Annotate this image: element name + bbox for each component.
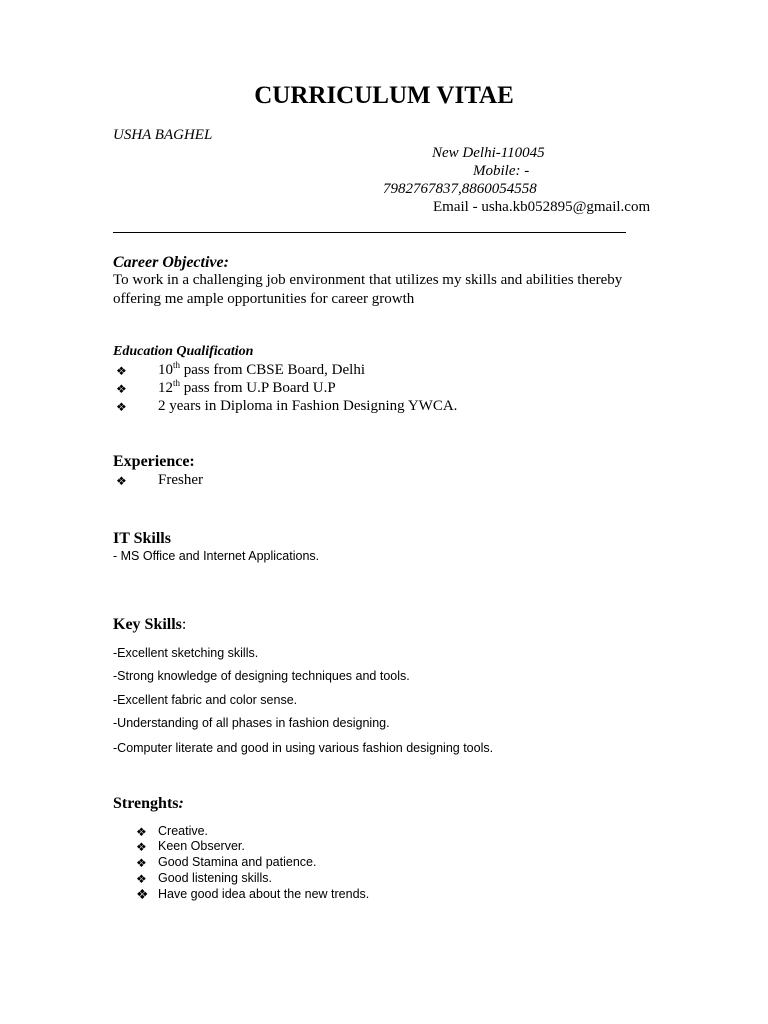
bullet-icon: ❖ [136,888,149,903]
key-skills-item: -Excellent sketching skills. [113,646,259,660]
contact-mobile-numbers: 7982767837,8860054558 [383,181,537,197]
page-title: CURRICULUM VITAE [254,82,514,109]
contact-city: New Delhi-110045 [432,145,545,161]
it-skills-heading: IT Skills [113,530,171,547]
career-objective-line-2: offering me ample opportunities for career growth [113,291,415,307]
it-skills-line: - MS Office and Internet Applications. [113,549,320,563]
education-item: 2 years in Diploma in Fashion Designing YWCA. [158,398,458,414]
bullet-icon: ❖ [136,825,147,839]
experience-item: Fresher [158,472,203,488]
bullet-icon: ❖ [116,474,127,488]
contact-mobile-label: Mobile: - [473,163,530,179]
education-item: 12th pass from U.P Board U.P [158,378,336,396]
bullet-icon: ❖ [136,840,147,854]
strengths-item: Creative. [158,824,209,838]
bullet-icon: ❖ [136,872,147,886]
key-skills-item: -Strong knowledge of designing techniques and tools. [113,669,410,683]
key-skills-item: -Excellent fabric and color sense. [113,693,298,707]
strengths-item: Keen Observer. [158,839,245,853]
applicant-name: USHA BAGHEL [113,127,213,143]
header-divider [113,232,626,233]
education-item: 10th pass from CBSE Board, Delhi [158,360,366,378]
key-skills-heading: Key Skills: [113,616,187,633]
bullet-icon: ❖ [116,364,127,378]
strengths-item: Good listening skills. [158,871,272,885]
bullet-icon: ❖ [116,400,127,414]
education-heading: Education Qualification [113,344,254,359]
career-objective-line-1: To work in a challenging job environment that utilizes my skills and abilities thereby [113,272,623,288]
key-skills-item: -Understanding of all phases in fashion designing. [113,716,390,730]
bullet-icon: ❖ [136,856,147,870]
key-skills-item: -Computer literate and good in using various fashion designing tools. [113,741,494,755]
experience-heading: Experience: [113,453,195,470]
career-objective-heading: Career Objective: [113,254,229,271]
contact-email: Email - usha.kb052895@gmail.com [433,199,651,215]
strengths-heading: Strenghts: [113,795,184,812]
strengths-item: Have good idea about the new trends. [158,887,370,901]
bullet-icon: ❖ [116,382,127,396]
strengths-item: Good Stamina and patience. [158,855,317,869]
